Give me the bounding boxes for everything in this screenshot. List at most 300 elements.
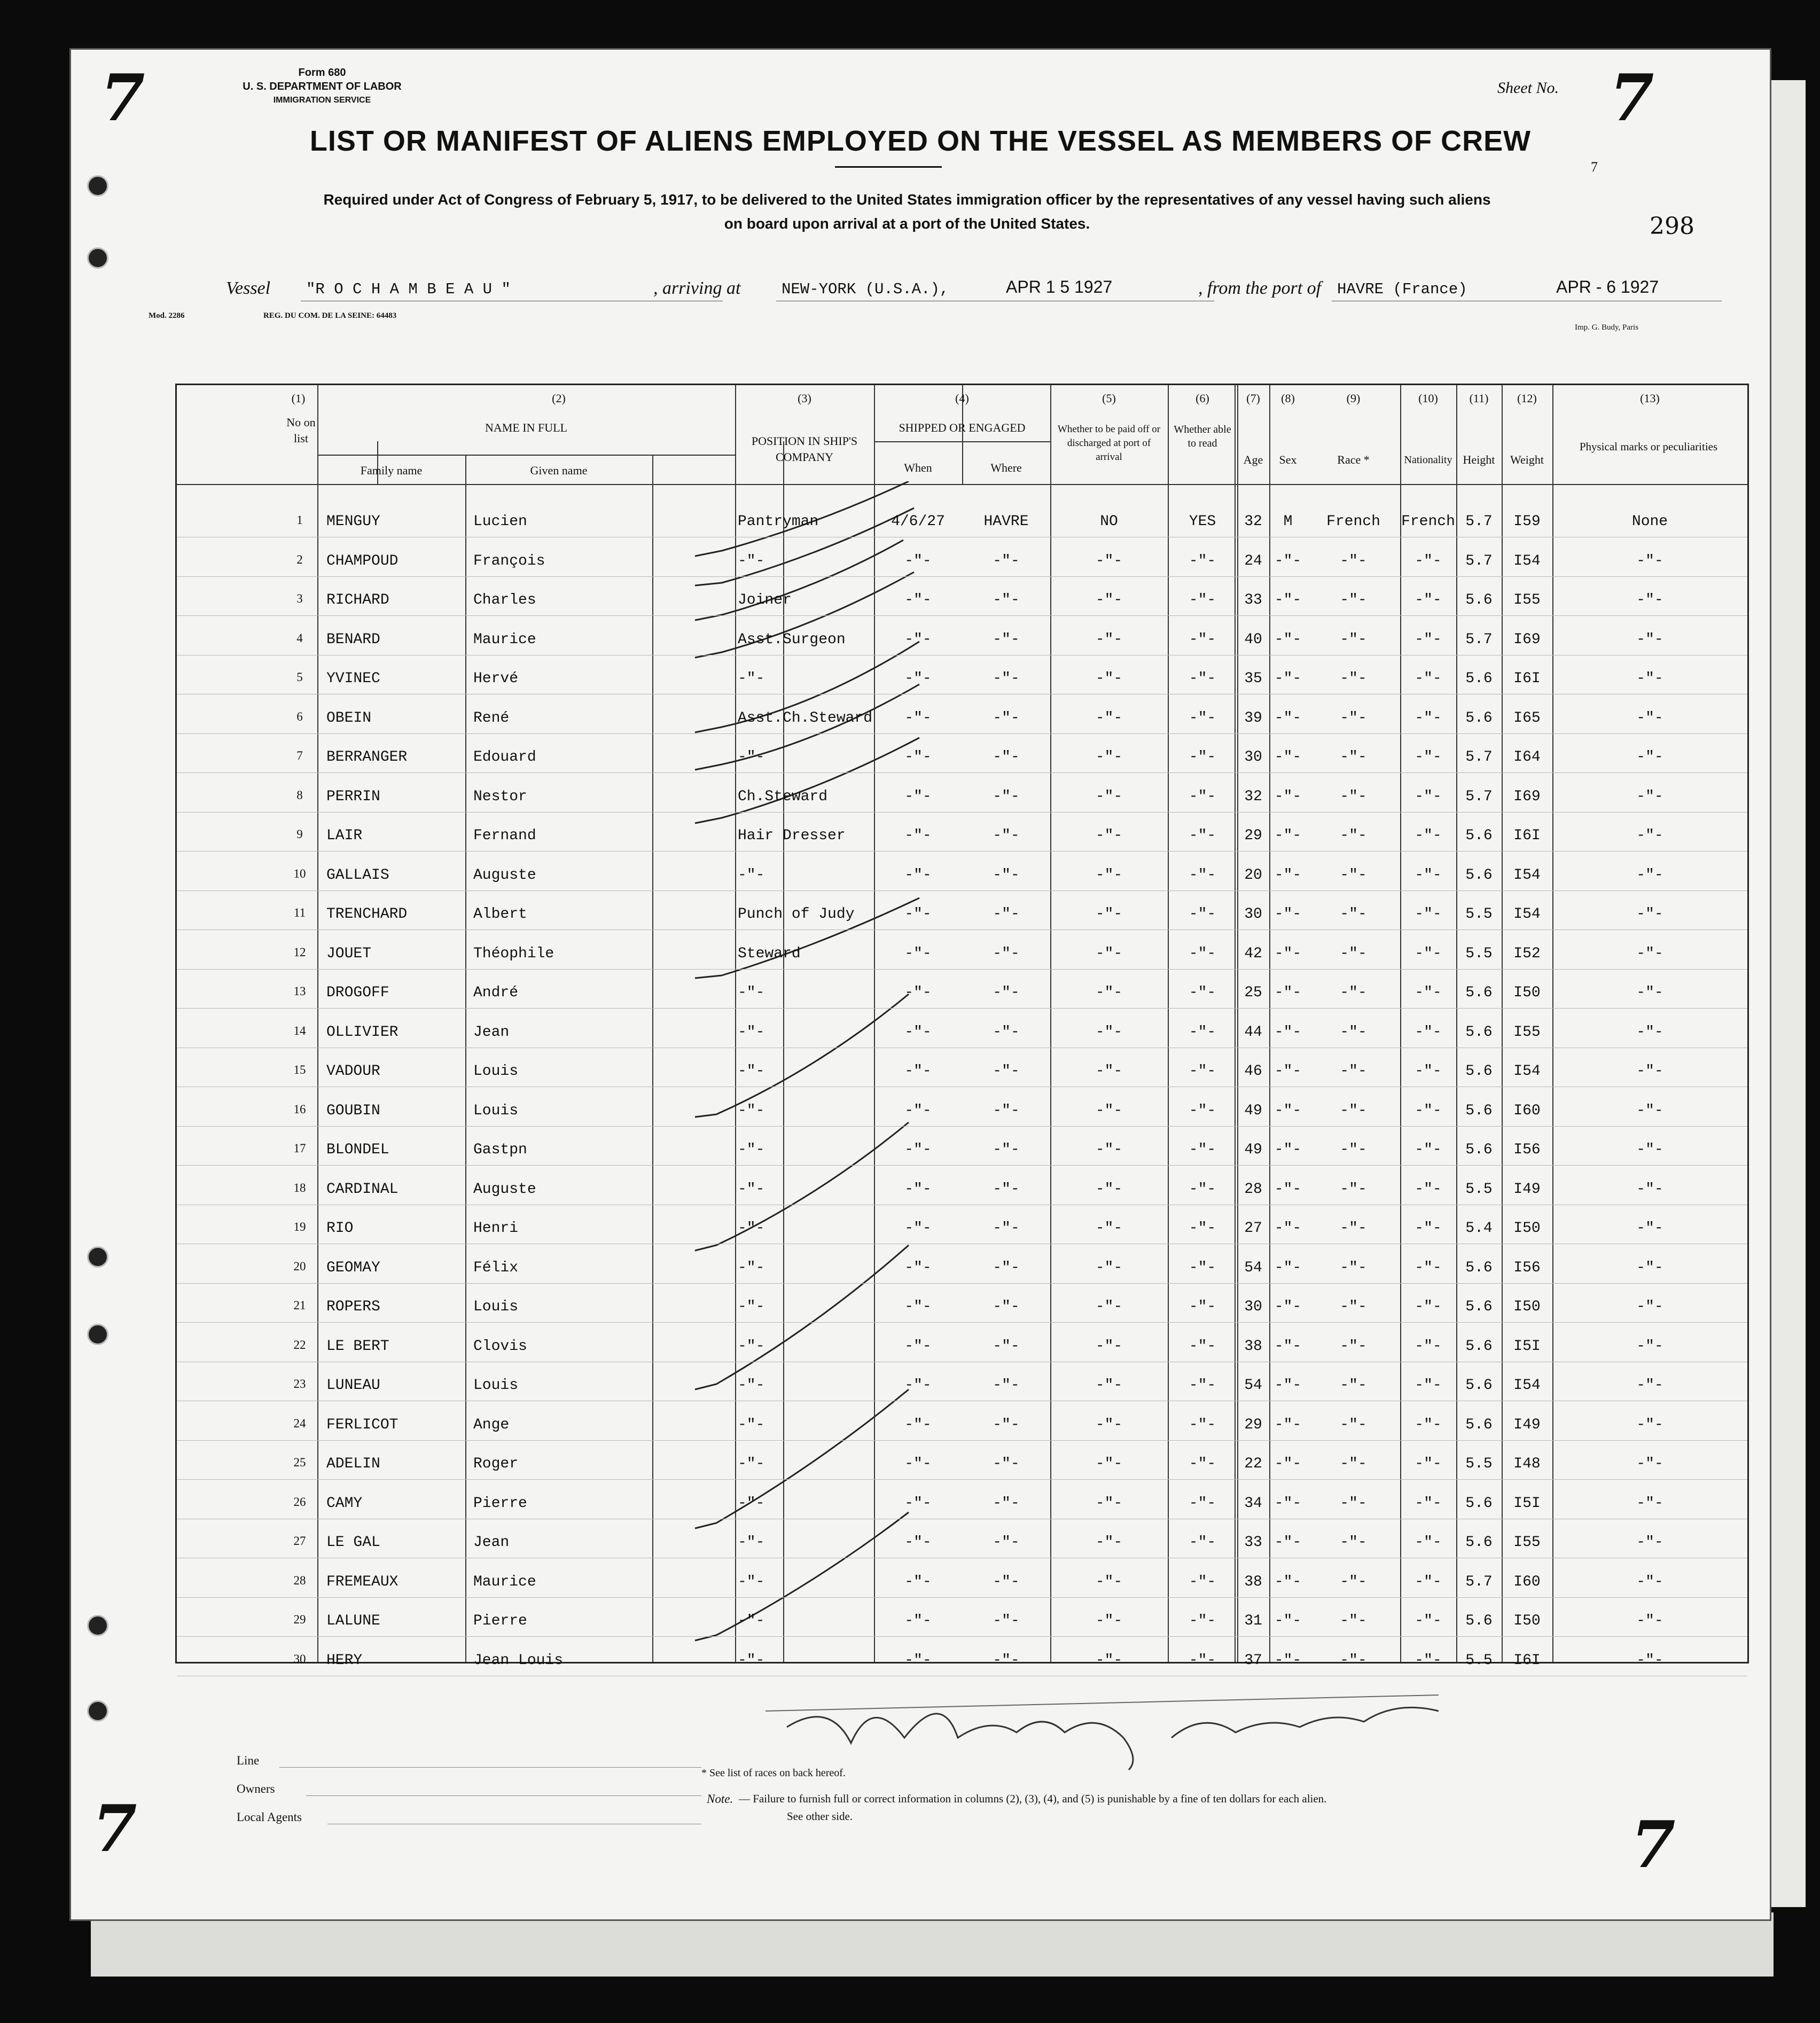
cell-when: -"- <box>904 1416 932 1433</box>
cell-no: 10 <box>293 866 306 880</box>
cell-given: Jean <box>473 1534 510 1551</box>
cell-weight: I6I <box>1513 1652 1541 1669</box>
cell-age: 44 <box>1244 1024 1262 1041</box>
cell-weight: I50 <box>1513 1613 1541 1629</box>
printer: Imp. G. Budy, Paris <box>1575 323 1639 332</box>
cell-family: LE GAL <box>326 1534 380 1551</box>
cell-age: 34 <box>1244 1495 1262 1512</box>
cell-nat: -"- <box>1415 1063 1442 1080</box>
cell-given: Charles <box>473 592 536 608</box>
cell-no: 4 <box>296 631 303 645</box>
cell-race: -"- <box>1340 749 1367 766</box>
cell-age: 54 <box>1244 1377 1262 1394</box>
cell-paid: -"- <box>1095 1063 1123 1080</box>
cell-when: -"- <box>904 788 932 805</box>
from-label: , from the port of <box>1198 278 1322 298</box>
cell-nat: -"- <box>1415 906 1442 923</box>
row-rule <box>177 576 1747 577</box>
arrival-port: NEW-YORK (U.S.A.), <box>782 280 949 298</box>
cell-read: -"- <box>1189 1416 1216 1433</box>
punch-hole <box>87 1324 108 1345</box>
cell-height: 5.6 <box>1465 985 1493 1001</box>
cell-age: 38 <box>1244 1573 1262 1590</box>
cell-no: 2 <box>296 552 303 566</box>
cell-height: 5.6 <box>1465 592 1493 608</box>
cell-family: TRENCHARD <box>326 906 408 923</box>
cell-age: 38 <box>1244 1338 1262 1355</box>
cell-read: YES <box>1189 513 1216 530</box>
cell-given: Pierre <box>473 1495 527 1512</box>
cell-position: -"- <box>738 1024 765 1041</box>
cell-weight: I54 <box>1513 866 1541 884</box>
cell-where: -"- <box>993 1416 1020 1433</box>
cell-sex: -"- <box>1274 552 1302 569</box>
col-header-no: No on list <box>286 416 316 445</box>
cell-marks: -"- <box>1636 1416 1663 1433</box>
cell-family: RICHARD <box>326 592 389 608</box>
cell-no: 3 <box>296 592 303 605</box>
row-divider <box>874 441 1050 442</box>
cell-no: 5 <box>296 670 303 684</box>
col-header-when: When <box>904 461 932 474</box>
cell-age: 49 <box>1244 1142 1262 1158</box>
subtitle-line-1: Required under Act of Congress of February 5, 1917, to be delivered to the United States immigration officer by the representatives of any vessel having such aliens <box>323 191 1491 208</box>
cell-read: -"- <box>1189 1024 1216 1041</box>
cell-given: Edouard <box>473 749 536 766</box>
cell-read: -"- <box>1189 1534 1216 1551</box>
cell-no: 16 <box>293 1102 306 1116</box>
cell-where: -"- <box>993 866 1020 884</box>
cell-height: 5.6 <box>1465 670 1493 687</box>
cell-given: Lucien <box>473 513 527 530</box>
cell-no: 27 <box>293 1534 306 1548</box>
cell-when: -"- <box>904 709 932 727</box>
cell-position: Steward <box>738 945 801 962</box>
cell-family: CHAMPOUD <box>326 552 399 569</box>
cell-nat: -"- <box>1415 1534 1442 1551</box>
cell-read: -"- <box>1189 749 1216 766</box>
cell-marks: -"- <box>1636 1259 1663 1276</box>
cell-weight: I6I <box>1513 670 1541 687</box>
cell-nat: -"- <box>1415 1259 1442 1276</box>
cell-when: -"- <box>904 1652 932 1669</box>
service: IMMIGRATION SERVICE <box>273 96 371 105</box>
cell-when: -"- <box>904 1495 932 1512</box>
cell-sex: -"- <box>1274 1299 1302 1315</box>
crew-table <box>175 384 1749 1669</box>
cell-age: 32 <box>1244 513 1262 530</box>
cell-paid: -"- <box>1095 866 1123 884</box>
cell-height: 5.5 <box>1465 1652 1493 1669</box>
row-rule <box>177 615 1747 616</box>
cell-height: 5.7 <box>1465 788 1493 805</box>
col-number: (10) <box>1418 392 1438 405</box>
cell-where: -"- <box>993 1024 1020 1041</box>
cell-sex: -"- <box>1274 1456 1302 1472</box>
cell-nat: -"- <box>1415 592 1442 608</box>
cell-family: OBEIN <box>326 709 372 727</box>
cell-where: -"- <box>993 945 1020 962</box>
cell-sex: -"- <box>1274 1102 1302 1119</box>
cell-nat: -"- <box>1415 985 1442 1001</box>
departure-port: HAVRE (France) <box>1337 280 1467 298</box>
cell-paid: -"- <box>1095 1495 1123 1512</box>
cell-paid: -"- <box>1095 788 1123 805</box>
arriving-label: , arriving at <box>653 278 741 298</box>
cell-marks: -"- <box>1636 1338 1663 1355</box>
cell-family: LE BERT <box>326 1338 389 1355</box>
cell-read: -"- <box>1189 906 1216 923</box>
cell-height: 5.6 <box>1465 1142 1493 1158</box>
cell-read: -"- <box>1189 1338 1216 1355</box>
col-header-position: POSITION IN SHIP'S COMPANY <box>751 434 858 464</box>
cell-position: -"- <box>738 1573 765 1590</box>
cell-no: 28 <box>293 1573 306 1587</box>
cell-where: -"- <box>993 1181 1020 1198</box>
cell-where: -"- <box>993 1220 1020 1237</box>
cell-no: 17 <box>293 1142 306 1155</box>
sheet-label: Sheet No. <box>1497 79 1559 97</box>
cell-sex: -"- <box>1274 1063 1302 1080</box>
cell-weight: I60 <box>1513 1102 1541 1119</box>
col-number: (4) <box>955 392 969 405</box>
cell-race: -"- <box>1340 1142 1367 1158</box>
cell-weight: I50 <box>1513 985 1541 1001</box>
cell-paid: -"- <box>1095 592 1123 608</box>
cell-where: -"- <box>993 592 1020 608</box>
cell-race: -"- <box>1340 985 1367 1001</box>
cell-position: -"- <box>738 1181 765 1198</box>
cell-family: GOUBIN <box>326 1102 380 1119</box>
cell-age: 39 <box>1244 709 1262 727</box>
row-rule <box>177 1165 1747 1166</box>
cell-position: -"- <box>738 670 765 687</box>
cell-weight: I54 <box>1513 552 1541 569</box>
cell-paid: NO <box>1100 513 1118 530</box>
cell-paid: -"- <box>1095 1377 1123 1394</box>
cell-height: 5.6 <box>1465 827 1493 844</box>
cell-read: -"- <box>1189 552 1216 569</box>
cell-no: 18 <box>293 1181 306 1194</box>
cell-no: 8 <box>296 788 303 802</box>
cell-age: 25 <box>1244 985 1262 1001</box>
cell-paid: -"- <box>1095 827 1123 844</box>
cell-age: 22 <box>1244 1456 1262 1472</box>
footer-agents-label: Local Agents <box>237 1810 302 1824</box>
col-number: (5) <box>1102 392 1116 405</box>
cell-weight: I56 <box>1513 1142 1541 1158</box>
races-note: * See list of races on back hereof. <box>701 1767 846 1779</box>
cell-where: -"- <box>993 709 1020 727</box>
cell-read: -"- <box>1189 1456 1216 1472</box>
cell-given: Auguste <box>473 866 536 884</box>
cell-where: -"- <box>993 1495 1020 1512</box>
cell-no: 7 <box>296 749 303 762</box>
cell-when: -"- <box>904 1338 932 1355</box>
col-number: (2) <box>552 392 566 405</box>
cell-given: François <box>473 552 545 569</box>
cell-race: -"- <box>1340 1181 1367 1198</box>
cell-weight: I48 <box>1513 1456 1541 1472</box>
cell-height: 5.6 <box>1465 1024 1493 1041</box>
cell-read: -"- <box>1189 1259 1216 1276</box>
cell-family: LALUNE <box>326 1613 380 1629</box>
cell-nat: -"- <box>1415 749 1442 766</box>
cell-when: -"- <box>904 1299 932 1315</box>
cell-paid: -"- <box>1095 1142 1123 1158</box>
cell-when: -"- <box>904 670 932 687</box>
cell-position: -"- <box>738 866 765 884</box>
cell-where: -"- <box>993 1142 1020 1158</box>
cell-nat: French <box>1401 513 1455 530</box>
col-number: (7) <box>1246 392 1260 405</box>
punch-hole <box>87 1246 108 1268</box>
cell-paid: -"- <box>1095 1181 1123 1198</box>
col-header-age: Age <box>1243 453 1263 466</box>
cell-family: FERLICOT <box>326 1416 399 1433</box>
cell-marks: -"- <box>1636 670 1663 687</box>
cell-given: René <box>473 709 510 727</box>
cell-no: 19 <box>293 1220 306 1233</box>
cell-height: 5.5 <box>1465 1456 1493 1472</box>
col-header-sex: Sex <box>1279 453 1297 466</box>
cell-paid: -"- <box>1095 1338 1123 1355</box>
cell-marks: -"- <box>1636 552 1663 569</box>
cell-read: -"- <box>1189 631 1216 648</box>
cell-marks: -"- <box>1636 1142 1663 1158</box>
cell-height: 5.6 <box>1465 1259 1493 1276</box>
cell-position: -"- <box>738 1534 765 1551</box>
underlying-page-bottom <box>91 1912 1774 1977</box>
cell-nat: -"- <box>1415 709 1442 727</box>
cell-read: -"- <box>1189 1377 1216 1394</box>
footer-owners-label: Owners <box>237 1782 275 1795</box>
cell-given: André <box>473 985 519 1001</box>
cell-where: -"- <box>993 1652 1020 1669</box>
cell-no: 21 <box>293 1299 306 1312</box>
cell-read: -"- <box>1189 592 1216 608</box>
cell-marks: -"- <box>1636 906 1663 923</box>
cell-nat: -"- <box>1415 1652 1442 1669</box>
cell-race: -"- <box>1340 1220 1367 1237</box>
cell-height: 5.7 <box>1465 1573 1493 1590</box>
cell-height: 5.6 <box>1465 1102 1493 1119</box>
cell-given: Louis <box>473 1102 519 1119</box>
cell-race: -"- <box>1340 1024 1367 1041</box>
cell-height: 5.7 <box>1465 513 1493 530</box>
cell-when: -"- <box>904 1181 932 1198</box>
cell-family: OLLIVIER <box>326 1024 399 1041</box>
cell-no: 20 <box>293 1259 306 1273</box>
row-rule <box>177 733 1747 734</box>
corner-number: 7 <box>100 60 145 136</box>
cell-nat: -"- <box>1415 788 1442 805</box>
cell-sex: -"- <box>1274 985 1302 1001</box>
cell-age: 28 <box>1244 1181 1262 1198</box>
cell-when: -"- <box>904 1102 932 1119</box>
cell-paid: -"- <box>1095 552 1123 569</box>
cell-sex: -"- <box>1274 1652 1302 1669</box>
cell-race: -"- <box>1340 1652 1367 1669</box>
cell-marks: -"- <box>1636 788 1663 805</box>
cell-read: -"- <box>1189 1142 1216 1158</box>
cell-race: -"- <box>1340 1416 1367 1433</box>
cell-sex: -"- <box>1274 1338 1302 1355</box>
cell-position: -"- <box>738 1495 765 1512</box>
col-number: (6) <box>1196 392 1209 405</box>
cell-no: 26 <box>293 1495 306 1509</box>
cell-age: 42 <box>1244 945 1262 962</box>
cell-when: 4/6/27 <box>891 513 945 530</box>
cell-paid: -"- <box>1095 945 1123 962</box>
corner-number-bottom-right: 7 <box>1631 1807 1676 1883</box>
cell-read: -"- <box>1189 866 1216 884</box>
cell-marks: -"- <box>1636 1181 1663 1198</box>
punch-hole <box>87 1615 108 1636</box>
cell-sex: -"- <box>1274 670 1302 687</box>
cell-no: 15 <box>293 1063 306 1076</box>
cell-no: 22 <box>293 1338 306 1352</box>
col-header-height: Height <box>1463 453 1495 466</box>
punch-hole <box>87 1700 108 1722</box>
cell-when: -"- <box>904 1534 932 1551</box>
cell-family: LAIR <box>326 827 363 844</box>
cell-nat: -"- <box>1415 1573 1442 1590</box>
cell-read: -"- <box>1189 985 1216 1001</box>
cell-sex: -"- <box>1274 1220 1302 1237</box>
cell-where: -"- <box>993 1377 1020 1394</box>
cell-sex: -"- <box>1274 1613 1302 1629</box>
cell-where: -"- <box>993 670 1020 687</box>
cell-given: Jean <box>473 1024 510 1041</box>
cell-age: 31 <box>1244 1613 1262 1629</box>
cell-given: Louis <box>473 1063 519 1080</box>
cell-where: -"- <box>993 749 1020 766</box>
cell-nat: -"- <box>1415 1102 1442 1119</box>
cell-no: 11 <box>293 906 306 919</box>
cell-paid: -"- <box>1095 1416 1123 1433</box>
col-number: (11) <box>1469 392 1489 405</box>
cell-read: -"- <box>1189 1613 1216 1629</box>
cell-position: -"- <box>738 1416 765 1433</box>
title-rule <box>835 166 942 168</box>
cell-no: 25 <box>293 1456 306 1469</box>
cell-sex: -"- <box>1274 1534 1302 1551</box>
cell-when: -"- <box>904 866 932 884</box>
cell-age: 37 <box>1244 1652 1262 1669</box>
footer-owners-rule <box>306 1795 701 1796</box>
footer-line-label: Line <box>237 1754 260 1767</box>
cell-height: 5.6 <box>1465 1495 1493 1512</box>
cell-paid: -"- <box>1095 1456 1123 1472</box>
cell-position: -"- <box>738 985 765 1001</box>
cell-weight: I69 <box>1513 631 1541 648</box>
cell-race: -"- <box>1340 866 1367 884</box>
cell-nat: -"- <box>1415 866 1442 884</box>
cell-paid: -"- <box>1095 709 1123 727</box>
cell-given: Albert <box>473 906 527 923</box>
cell-paid: -"- <box>1095 1259 1123 1276</box>
col-header-where: Where <box>990 461 1022 474</box>
cell-read: -"- <box>1189 788 1216 805</box>
cell-family: LUNEAU <box>326 1377 380 1394</box>
cell-height: 5.4 <box>1465 1220 1493 1237</box>
cell-marks: -"- <box>1636 592 1663 608</box>
row-rule <box>177 1322 1747 1323</box>
cell-given: Louis <box>473 1377 519 1394</box>
cell-family: DROGOFF <box>326 985 389 1001</box>
cell-read: -"- <box>1189 1102 1216 1119</box>
cell-given: Clovis <box>473 1338 527 1355</box>
cell-age: 33 <box>1244 1534 1262 1551</box>
cell-when: -"- <box>904 1377 932 1394</box>
row-rule <box>177 1126 1747 1127</box>
col-header-name: NAME IN FULL <box>485 421 567 434</box>
cell-weight: I59 <box>1513 513 1541 530</box>
cell-family: CAMY <box>326 1495 363 1512</box>
cell-weight: I54 <box>1513 906 1541 923</box>
cell-nat: -"- <box>1415 827 1442 844</box>
cell-height: 5.5 <box>1465 906 1493 923</box>
cell-position: -"- <box>738 1299 765 1315</box>
cell-race: -"- <box>1340 709 1367 727</box>
cell-position: Hair Dresser <box>738 827 846 844</box>
vessel-label: Vessel <box>226 278 271 298</box>
cell-no: 30 <box>293 1652 306 1666</box>
cell-position: -"- <box>738 1338 765 1355</box>
signature <box>766 1679 1460 1775</box>
cell-given: Jean Louis <box>473 1652 564 1669</box>
cell-when: -"- <box>904 749 932 766</box>
cell-given: Ange <box>473 1416 510 1433</box>
cell-race: French <box>1326 513 1380 530</box>
cell-given: Auguste <box>473 1181 536 1198</box>
cell-race: -"- <box>1340 1613 1367 1629</box>
cell-read: -"- <box>1189 1495 1216 1512</box>
arrival-date: APR 1 5 1927 <box>1006 277 1113 296</box>
cell-no: 23 <box>293 1377 306 1391</box>
cell-paid: -"- <box>1095 1102 1123 1119</box>
cell-age: 29 <box>1244 1416 1262 1433</box>
cell-where: -"- <box>993 985 1020 1001</box>
row-rule <box>177 812 1747 813</box>
cell-age: 49 <box>1244 1102 1262 1119</box>
cell-given: Pierre <box>473 1613 527 1629</box>
cell-family: BLONDEL <box>326 1142 389 1158</box>
cell-family: HERY <box>326 1652 363 1669</box>
cell-sex: -"- <box>1274 1024 1302 1041</box>
col-divider <box>317 385 318 1662</box>
cell-race: -"- <box>1340 552 1367 569</box>
cell-family: JOUET <box>326 945 372 962</box>
cell-race: -"- <box>1340 1495 1367 1512</box>
cell-age: 30 <box>1244 749 1262 766</box>
col-number: (1) <box>291 392 306 405</box>
cell-weight: I55 <box>1513 592 1541 608</box>
col-header-marks: Physical marks or peculiarities <box>1579 440 1718 453</box>
cell-read: -"- <box>1189 1299 1216 1315</box>
cell-given: Fernand <box>473 827 536 844</box>
cell-race: -"- <box>1340 1338 1367 1355</box>
cell-weight: I55 <box>1513 1024 1541 1041</box>
cell-height: 5.7 <box>1465 552 1493 569</box>
mod-number: Mod. 2286 <box>149 311 185 320</box>
cell-weight: I50 <box>1513 1220 1541 1237</box>
cell-height: 5.6 <box>1465 1416 1493 1433</box>
cell-position: -"- <box>738 1220 765 1237</box>
cell-family: MENGUY <box>326 513 380 530</box>
cell-weight: I55 <box>1513 1534 1541 1551</box>
